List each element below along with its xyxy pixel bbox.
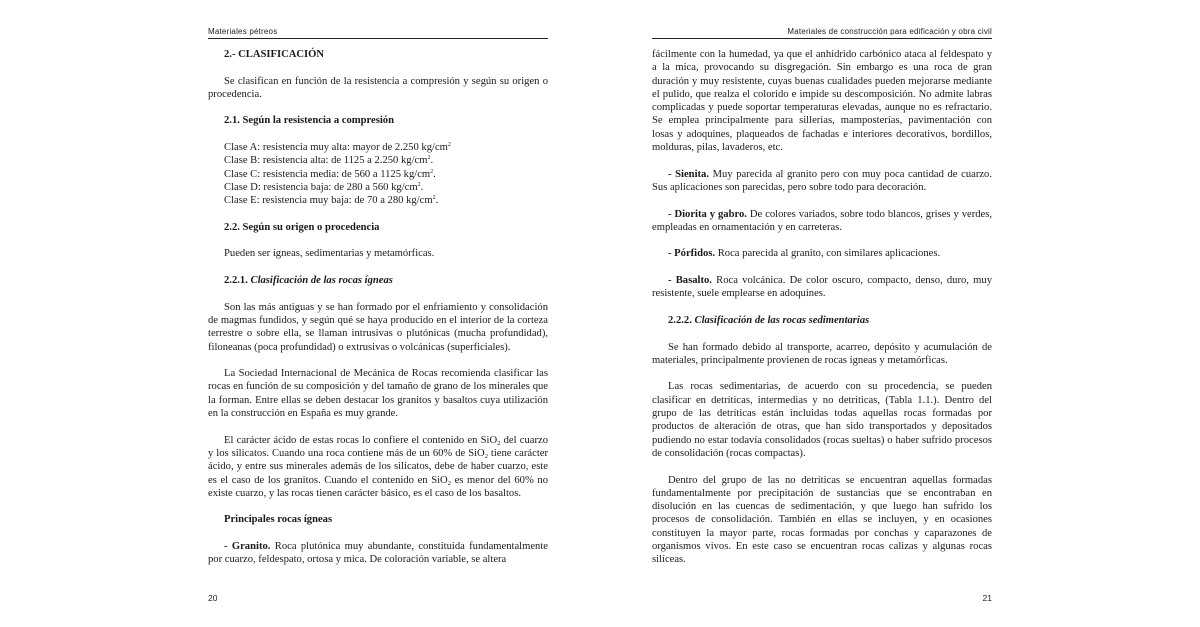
origin-paragraph: Pueden ser ígneas, sedimentarias y metamórficas.: [224, 248, 435, 260]
body-paragraph: Las rocas sedimentarias, de acuerdo con su procedencia, se pueden clasificar en detríticas, intermedias y no detríticas, (Tabla 1.1.). Dentro del grupo de las detríticas están incluidas todas aquellas rocas formadas por productos de alteración de otras, que han sido transportados y depositados pudiendo no estar todavía consolidados (rocas sueltas) o haber sufrido procesos de consolidación (rocas compactas).: [652, 381, 992, 459]
body-paragraph: Dentro del grupo de las no detríticas se encuentran aquellas formadas fundamentalmente por precipitación de sustancias que se encontraban en disolución en las cuencas de sedimentación, y que luego han sufrido los procesos de consolidación. También en ellas se incluyen, y en ocasiones constituyen la mayor parte, rocas formadas por conchas y caparazones de organismos vivos. En este caso se encuentran rocas calizas y algunas rocas silíceas.: [652, 474, 992, 566]
rock-entry: - Diorita y gabro. De colores variados, sobre todo blancos, grises y verdes, empleadas en ornamentación y en carreteras.: [652, 208, 992, 233]
subsection-heading: Principales rocas ígneas: [224, 514, 333, 526]
subsubsection-heading: 2.2.1. Clasificación de las rocas ígneas: [224, 275, 393, 287]
body-paragraph: La Sociedad Internacional de Mecánica de Rocas recomienda clasificar las rocas en función de su composición y del tamaño de grano de los minerales que la forman. Entre ellas se deben destacar los granitos y basaltos cuya utilización en la construcción en España es muy grande.: [208, 368, 548, 420]
section-title: 2.- CLASIFICACIÓN: [224, 49, 325, 60]
class-item: Clase D: resistencia baja: de 280 a 560 $kg/cm^2$.: [224, 181, 424, 193]
body-paragraph: fácilmente con la humedad, ya que el anhídrido carbónico ataca al feldespato y a la mica, provocando su disgregación. Sin embargo es una roca de gran duración y muy resistente, cuyas buenas cualidades pueden mejorarse mediante el pulido, que realza el colorido e impide su descomposición. No admite labras complicadas y puede soportar temperaturas elevadas, aunque no es refractario. Se emplea principalmente para sillerías, mamposterías, pavimentación con losas y adoquines, plaqueados de fachadas e interiores decorativos, bordillos, molduras, pilas, lavaderos, etc.: [652, 49, 992, 154]
page-number: 21: [982, 593, 992, 603]
page-body: [208, 48, 548, 567]
running-head: Materiales pétreos: [208, 27, 278, 36]
header-rule: [208, 38, 548, 39]
page-number: 20: [208, 593, 218, 603]
class-item: Clase C: resistencia media: de 560 a 1125 $kg/cm^2$.: [224, 168, 436, 180]
left-page: [208, 0, 548, 627]
subsubsection-heading: 2.2.2. Clasificación de las rocas sedimentarias: [668, 314, 870, 326]
class-item: Clase B: resistencia alta: de 1125 a 2.250 $kg/cm^2$.: [224, 155, 434, 167]
rock-entry: - Sienita. Muy parecida al granito pero con muy poca cantidad de cuarzo. Sus aplicaciones son parecidas, pero sobre todo para decoración.: [652, 168, 992, 193]
intro-paragraph: Se clasifican en función de la resistencia a compresión y según su origen o procedencia.: [208, 75, 548, 100]
header-rule: [652, 38, 992, 39]
right-page: [652, 0, 992, 627]
body-paragraph: Son las más antiguas y se han formado por el enfriamiento y consolidación de magmas fundidos, y según qué se haya producido en el interior de la corteza terrestre o sobre ella, se llaman intrusivas o plutónicas (mucha profundidad), filoneanas (poca profundidad) o extrusivas o volcánicas (superficiales).: [208, 301, 548, 353]
body-paragraph: El carácter ácido de estas rocas lo confiere el contenido en SiO$_2$ del cuarzo y los silicatos. Cuando una roca contiene más de un 60% de SiO$_2$ tiene carácter ácido, y entre sus minerales además de los silicatos, debe de haber cuarzo, este es el caso de los granitos. Cuando el contenido en SiO$_2$ es menor del 60% no existe cuarzo, y las rocas tienen carácter básico, es el caso de los basaltos.: [208, 434, 548, 499]
subsection-heading: 2.1. Según la resistencia a compresión: [224, 115, 394, 127]
class-item: Clase A: resistencia muy alta: mayor de 2.250 $kg/cm^2$: [224, 142, 451, 154]
rock-entry: - Granito. Roca plutónica muy abundante, constituida fundamentalmente por cuarzo, feldespato, ortosa y mica. De coloración variable, se altera: [208, 540, 548, 566]
running-head: Materiales de construcción para edificación y obra civil: [787, 27, 992, 36]
body-paragraph: Se han formado debido al transporte, acarreo, depósito y acumulación de materiales, principalmente provienen de rocas ígneas y metamórficas.: [652, 341, 992, 366]
subsection-heading: 2.2. Según su origen o procedencia: [224, 221, 380, 233]
class-item: Clase E: resistencia muy baja: de 70 a 280 $kg/cm^2$.: [224, 195, 439, 207]
rock-entry: - Basalto. Roca volcánica. De color oscuro, compacto, denso, duro, muy resistente, suele emplearse en adoquines.: [652, 275, 992, 300]
page-body: [652, 48, 992, 567]
rock-entry: - Pórfidos. Roca parecida al granito, con similares aplicaciones.: [668, 248, 941, 260]
